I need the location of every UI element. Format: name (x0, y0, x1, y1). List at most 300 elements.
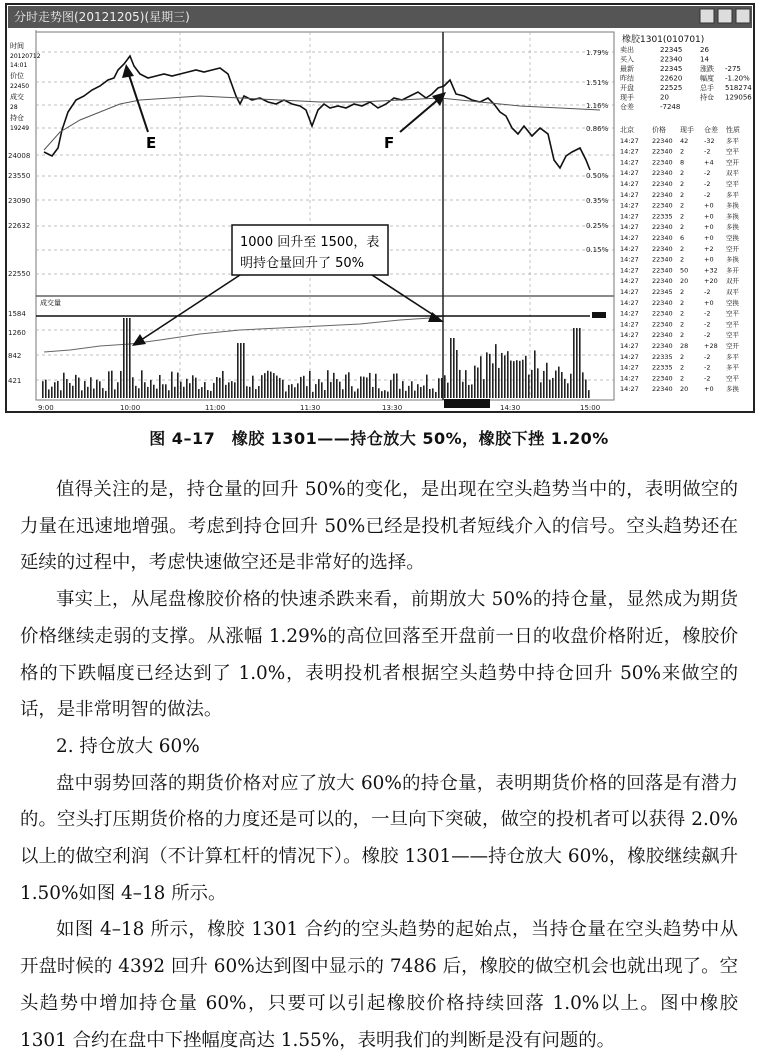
volume-bar (198, 389, 200, 398)
volume-bar (477, 368, 479, 398)
volume-bar (390, 380, 392, 398)
time-cursor (444, 399, 490, 408)
volume-bar (147, 387, 149, 398)
trade-cell: +0 (704, 234, 714, 242)
volume-bar (228, 382, 230, 398)
volume-bar (183, 387, 185, 398)
volume-bar (348, 372, 350, 398)
trade-cell: 22340 (652, 136, 673, 145)
svg-text:E: E (146, 134, 157, 152)
trade-cell: 多换 (726, 201, 739, 210)
trade-cell: 14:27 (620, 288, 639, 296)
volume-bar (297, 383, 299, 398)
volume-bar (402, 381, 404, 398)
svg-text:24008: 24008 (8, 152, 31, 160)
volume-bar (468, 385, 470, 398)
trade-cell: 50 (680, 266, 689, 275)
volume-bar (414, 391, 416, 398)
volume-bar (279, 378, 281, 398)
trade-cell: 22340 (652, 234, 673, 242)
volume-bar (234, 382, 236, 398)
trade-cell: 22335 (652, 212, 673, 221)
trade-cell: 22340 (652, 298, 673, 307)
volume-bar (519, 361, 521, 398)
volume-bar (585, 379, 587, 398)
trade-cell: 2 (680, 320, 685, 329)
volume-bar (429, 389, 431, 398)
window-buttons (700, 9, 750, 23)
volume-bar (564, 379, 566, 398)
volume-bar (486, 352, 488, 398)
trades-header-cell: 价格 (652, 126, 666, 134)
volume-bar (504, 356, 506, 398)
svg-text:22550: 22550 (8, 270, 31, 278)
quote-field: 仓差 (620, 103, 634, 111)
volume-bar (453, 338, 455, 398)
volume-bar (426, 375, 428, 398)
volume-bar (561, 372, 563, 398)
svg-text:0.15%: 0.15% (586, 246, 609, 254)
volume-bar (513, 361, 515, 398)
volume-bar (534, 350, 536, 398)
volume-bar (330, 382, 332, 398)
volume-bar (138, 388, 140, 398)
trade-cell: 2 (680, 352, 685, 361)
volume-bar (42, 381, 44, 398)
svg-text:F: F (384, 134, 395, 152)
trade-cell: +32 (704, 266, 718, 275)
trade-cell: 14:27 (620, 190, 639, 199)
svg-text:0.86%: 0.86% (586, 125, 609, 133)
trade-cell: -2 (704, 309, 711, 318)
quote-title: 橡胶1301(010701) (622, 35, 705, 45)
volume-bar (321, 382, 323, 398)
volume-bar (240, 343, 242, 398)
volume-bar (285, 391, 287, 398)
volume-bar (186, 379, 188, 398)
volume-bar (327, 370, 329, 398)
volume-bar (141, 370, 143, 398)
volume-bar (459, 370, 461, 398)
trade-cell: -2 (704, 180, 711, 188)
volume-bar (384, 390, 386, 398)
volume-bar (111, 371, 113, 398)
quote-field: 持仓 (700, 93, 714, 102)
svg-text:20120712: 20120712 (10, 53, 41, 60)
volume-bar (156, 389, 158, 398)
volume-bar (204, 382, 206, 398)
volume-bar (510, 361, 512, 398)
volume-bar (225, 385, 227, 398)
volume-bar (144, 382, 146, 398)
quote-field: 买入 (620, 55, 634, 64)
volume-bar (267, 371, 269, 398)
svg-text:23090: 23090 (8, 197, 31, 205)
svg-text:14:01: 14:01 (10, 62, 28, 69)
volume-bar (336, 379, 338, 398)
trade-cell: 多换 (726, 255, 739, 264)
volume-bar (324, 390, 326, 398)
volume-bar (360, 376, 362, 398)
trade-cell: 空开 (726, 342, 739, 350)
trades-header-cell: 性质 (726, 126, 740, 134)
trade-cell: 22340 (652, 277, 673, 286)
svg-text:成交: 成交 (10, 93, 24, 101)
volume-bar (555, 371, 557, 398)
trade-cell: 空平 (726, 331, 739, 340)
trade-cell: 14:27 (620, 234, 639, 242)
volume-bar (447, 383, 449, 398)
volume-bar (63, 373, 65, 398)
trade-cell: 14:27 (620, 244, 639, 253)
svg-text:0.50%: 0.50% (586, 172, 609, 180)
trade-cell: +28 (704, 342, 718, 350)
volume-bar (93, 389, 95, 398)
trade-cell: +0 (704, 223, 714, 232)
volume-bar (372, 387, 374, 398)
quote-field: -275 (725, 65, 741, 73)
volume-bar (189, 383, 191, 398)
volume-bar (483, 379, 485, 398)
quote-field: 129056 (725, 93, 752, 102)
svg-text:23550: 23550 (8, 172, 31, 180)
volume-bar (126, 318, 128, 398)
volume-bar (54, 382, 56, 398)
trade-cell: +2 (704, 244, 714, 253)
trade-cell: 14:27 (620, 266, 639, 275)
svg-text:1.79%: 1.79% (586, 49, 609, 57)
trade-cell: 空换 (726, 298, 739, 307)
trade-cell: 22335 (652, 363, 673, 372)
trade-cell: 双平 (726, 169, 739, 178)
quote-field: 昨结 (620, 74, 634, 83)
trade-cell: 22340 (652, 266, 673, 275)
trade-cell: 14:27 (620, 374, 639, 383)
trades-header-cell: 仓差 (704, 126, 718, 134)
volume-bar (354, 391, 356, 398)
volume-bar (582, 372, 584, 398)
svg-text:15:00: 15:00 (580, 404, 601, 412)
volume-bar (408, 386, 410, 398)
volume-bar (174, 387, 176, 398)
trade-cell: 14:27 (620, 309, 639, 318)
trade-cell: 14:27 (620, 255, 639, 264)
volume-bar (339, 382, 341, 398)
quote-field: 22345 (660, 65, 683, 73)
trade-cell: 多换 (726, 223, 739, 232)
volume-bar (255, 389, 257, 398)
trade-cell: +0 (704, 212, 714, 221)
volume-bar (507, 351, 509, 398)
volume-bar (552, 378, 554, 398)
volume-bar (378, 388, 380, 398)
volume-bar (462, 382, 464, 398)
trade-cell: 2 (680, 244, 685, 253)
volume-bar (516, 360, 518, 398)
svg-text:1260: 1260 (8, 329, 26, 337)
volume-bar (243, 343, 245, 398)
quote-field: 现手 (620, 93, 634, 102)
trade-cell: 2 (680, 374, 685, 383)
volume-bar (441, 378, 443, 398)
volume-bar (96, 380, 98, 398)
volume-bar (363, 377, 365, 398)
trade-cell: 22340 (652, 158, 673, 167)
volume-bar (51, 387, 53, 398)
volume-bar (66, 379, 68, 398)
svg-text:421: 421 (8, 377, 22, 385)
volume-bar (99, 381, 101, 398)
volume-bar (249, 387, 251, 398)
svg-text:明持仓量回升了 50%: 明持仓量回升了 50% (240, 256, 365, 271)
figure-caption: 图 4–17 橡胶 1301——持仓放大 50%，橡胶下挫 1.20% (149, 429, 609, 448)
trade-cell: 2 (680, 147, 685, 156)
volume-bar (291, 384, 293, 398)
volume-bar (261, 375, 263, 398)
trade-cell: -2 (704, 320, 711, 329)
quote-field: 20 (660, 93, 669, 102)
volume-bar (546, 363, 548, 398)
trade-cell: 2 (680, 169, 685, 178)
trade-cell: 20 (680, 385, 689, 394)
volume-bar (471, 384, 473, 398)
trade-cell: 14:27 (620, 147, 639, 156)
volume-bar (423, 385, 425, 398)
volume-bar (159, 375, 161, 398)
trade-cell: 空平 (726, 180, 739, 188)
trade-cell: 多换 (726, 212, 739, 221)
trade-cell: 22340 (652, 223, 673, 232)
volume-bar (168, 390, 170, 398)
volume-bar (213, 383, 215, 398)
trade-cell: 22340 (652, 320, 673, 329)
trade-cell: 双开 (726, 277, 739, 286)
volume-bar (117, 382, 119, 398)
body-text (20, 472, 738, 1059)
trade-cell: 6 (680, 234, 685, 242)
quote-field: 幅度 (700, 74, 714, 83)
trade-cell: 14:27 (620, 363, 639, 372)
trade-cell: 2 (680, 298, 685, 307)
volume-bar (540, 382, 542, 398)
trade-cell: 2 (680, 255, 685, 264)
trade-cell: 14:27 (620, 223, 639, 232)
paragraph: 如图 4–18 所示，橡胶 1301 合约的空头趋势的起始点，当持仓量在空头趋势中从开盘时候的 4392 回升 60%达到图中显示的 7486 后，橡胶的做空机会也就出现了。空头趋势中增加持仓量 60%，只要可以引起橡胶价格持续回落 1.0%以上。图中橡胶 1301 合约在盘中下挫幅度高达 1.55%，表明我们的判断是没有问题的。 (20, 919, 738, 1051)
trades-header-cell: 北京 (620, 126, 634, 134)
trade-cell: 14:27 (620, 201, 639, 210)
volume-bar (120, 371, 122, 398)
svg-text:0.25%: 0.25% (586, 222, 609, 230)
trade-cell: 8 (680, 158, 685, 167)
volume-bar (171, 372, 173, 398)
trade-cell: +4 (704, 158, 714, 167)
trade-cell: 多换 (726, 385, 739, 394)
volume-bar (216, 377, 218, 398)
svg-text:13:30: 13:30 (382, 404, 403, 412)
volume-bar (276, 376, 278, 398)
quote-field: 22620 (660, 74, 683, 83)
trade-cell: 14:27 (620, 385, 639, 394)
trade-cell: 空平 (726, 374, 739, 383)
volume-bar (78, 378, 80, 398)
quote-field: 涨跌 (700, 65, 714, 73)
quote-field: -1.20% (725, 74, 750, 83)
volume-bar (537, 368, 539, 398)
trade-cell: 14:27 (620, 331, 639, 340)
trade-cell: 42 (680, 136, 689, 145)
quote-field: -7248 (660, 103, 681, 111)
svg-text:11:30: 11:30 (300, 404, 321, 412)
volume-bar (246, 386, 248, 398)
volume-bar (45, 380, 47, 398)
volume-bar (465, 370, 467, 398)
volume-bar (288, 385, 290, 398)
volume-bar (420, 387, 422, 398)
volume-bar (396, 373, 398, 398)
volume-bar (300, 377, 302, 398)
svg-text:842: 842 (8, 352, 22, 360)
volume-bar (102, 388, 104, 398)
quote-field: 总手 (700, 84, 714, 92)
volume-bar (87, 387, 89, 398)
volume-bar (366, 377, 368, 398)
volume-bar (303, 376, 305, 398)
section-heading: 2. 持仓放大 60% (56, 735, 200, 757)
volume-bar (312, 392, 314, 398)
volume-bar (192, 375, 194, 398)
window-title: 分时走势图(20121205)(星期三) (14, 10, 190, 24)
volume-bar (57, 381, 59, 398)
trade-cell: 双平 (726, 288, 739, 296)
volume-bar (567, 383, 569, 398)
volume-bar (273, 373, 275, 398)
volume-bar (450, 338, 452, 398)
trade-cell: 2 (680, 288, 685, 296)
volume-bar (282, 380, 284, 398)
trade-cell: 14:27 (620, 180, 639, 188)
trade-cell: 22340 (652, 147, 673, 156)
volume-bar (270, 372, 272, 398)
svg-text:22450: 22450 (10, 83, 30, 90)
trade-cell: 22340 (652, 190, 673, 199)
trade-cell: -32 (704, 136, 715, 145)
trade-cell: -2 (704, 363, 711, 372)
paragraph: 事实上，从尾盘橡胶价格的快速杀跌来看，前期放大 50%的持仓量，显然成为期货价格继续走弱的支撑。从涨幅 1.29%的高位回落至开盘前一日的收盘价格附近，橡胶价格的下跌幅度已经达到了 1.0%，表明投机者根据空头趋势中持仓回升 50%来做空的话，是非常明智的做法。 (20, 589, 738, 721)
volume-label: 成交量 (40, 299, 61, 307)
svg-text:1000 回升至 1500，表: 1000 回升至 1500，表 (240, 235, 380, 250)
volume-bar (180, 382, 182, 398)
trade-cell: 空平 (726, 147, 739, 156)
volume-bar (165, 384, 167, 398)
trade-cell: +20 (704, 277, 718, 286)
volume-bar (438, 378, 440, 398)
volume-bar (393, 374, 395, 398)
volume-bar (231, 381, 233, 398)
trade-cell: 2 (680, 309, 685, 318)
trade-cell: 14:27 (620, 169, 639, 178)
volume-bar (417, 384, 419, 398)
trade-cell: +0 (704, 298, 714, 307)
volume-bar (252, 376, 254, 398)
trade-cell: -2 (704, 147, 711, 156)
volume-bar (573, 328, 575, 398)
volume-bar (75, 375, 77, 398)
volume-bar (492, 363, 494, 398)
trade-cell: 14:27 (620, 352, 639, 361)
trade-cell: 空平 (726, 309, 739, 318)
volume-bar (570, 374, 572, 398)
volume-bar (432, 388, 434, 398)
trade-cell: 22340 (652, 180, 673, 188)
svg-text:9:00: 9:00 (38, 404, 54, 412)
trade-cell: 2 (680, 201, 685, 210)
volume-bar (237, 343, 239, 398)
volume-bar (84, 381, 86, 398)
volume-bar (351, 386, 353, 398)
trade-cell: 多开 (726, 266, 739, 275)
volume-bar (405, 391, 407, 398)
intraday-chart-figure (0, 0, 758, 415)
trade-cell: +0 (704, 201, 714, 210)
quote-field: 22340 (660, 55, 683, 64)
trade-cell: 多平 (726, 352, 739, 361)
quote-field: 26 (700, 46, 709, 54)
trade-cell: 28 (680, 342, 689, 350)
svg-text:22632: 22632 (8, 222, 31, 230)
volume-bar (48, 389, 50, 398)
trade-cell: -2 (704, 331, 711, 340)
volume-bar (435, 392, 437, 398)
svg-text:时间: 时间 (10, 42, 24, 50)
volume-bar (495, 344, 497, 398)
svg-text:1.51%: 1.51% (586, 79, 609, 87)
volume-bar (369, 373, 371, 398)
trade-cell: 2 (680, 180, 685, 188)
svg-text:0.35%: 0.35% (586, 197, 609, 205)
trade-cell: 2 (680, 363, 685, 372)
volume-bar (489, 354, 491, 398)
volume-bar (123, 318, 125, 398)
volume-bar (258, 386, 260, 398)
volume-bar (90, 377, 92, 398)
volume-bar (375, 374, 377, 398)
volume-bar (69, 383, 71, 398)
volume-bar (132, 377, 134, 398)
svg-text:10:00: 10:00 (120, 404, 141, 412)
trade-cell: 20 (680, 277, 689, 286)
volume-bar (474, 366, 476, 398)
trades-header-cell: 现手 (680, 126, 694, 134)
trade-cell: 多平 (726, 190, 739, 199)
volume-bar (129, 318, 131, 398)
svg-text:价位: 价位 (10, 72, 24, 80)
quote-field: 22345 (660, 46, 683, 54)
volume-bar (306, 386, 308, 398)
volume-bar (153, 385, 155, 398)
volume-bar (201, 387, 203, 398)
volume-bar (318, 379, 320, 398)
quote-field: 518274 (725, 84, 752, 92)
volume-bar (72, 386, 74, 398)
trade-cell: 2 (680, 212, 685, 221)
trade-cell: 14:27 (620, 277, 639, 286)
time-axis (38, 404, 600, 412)
trade-cell: 14:27 (620, 320, 639, 329)
trade-cell: -2 (704, 288, 711, 296)
volume-bar (210, 391, 212, 398)
volume-bar (543, 371, 545, 398)
trade-cell: 22340 (652, 244, 673, 253)
